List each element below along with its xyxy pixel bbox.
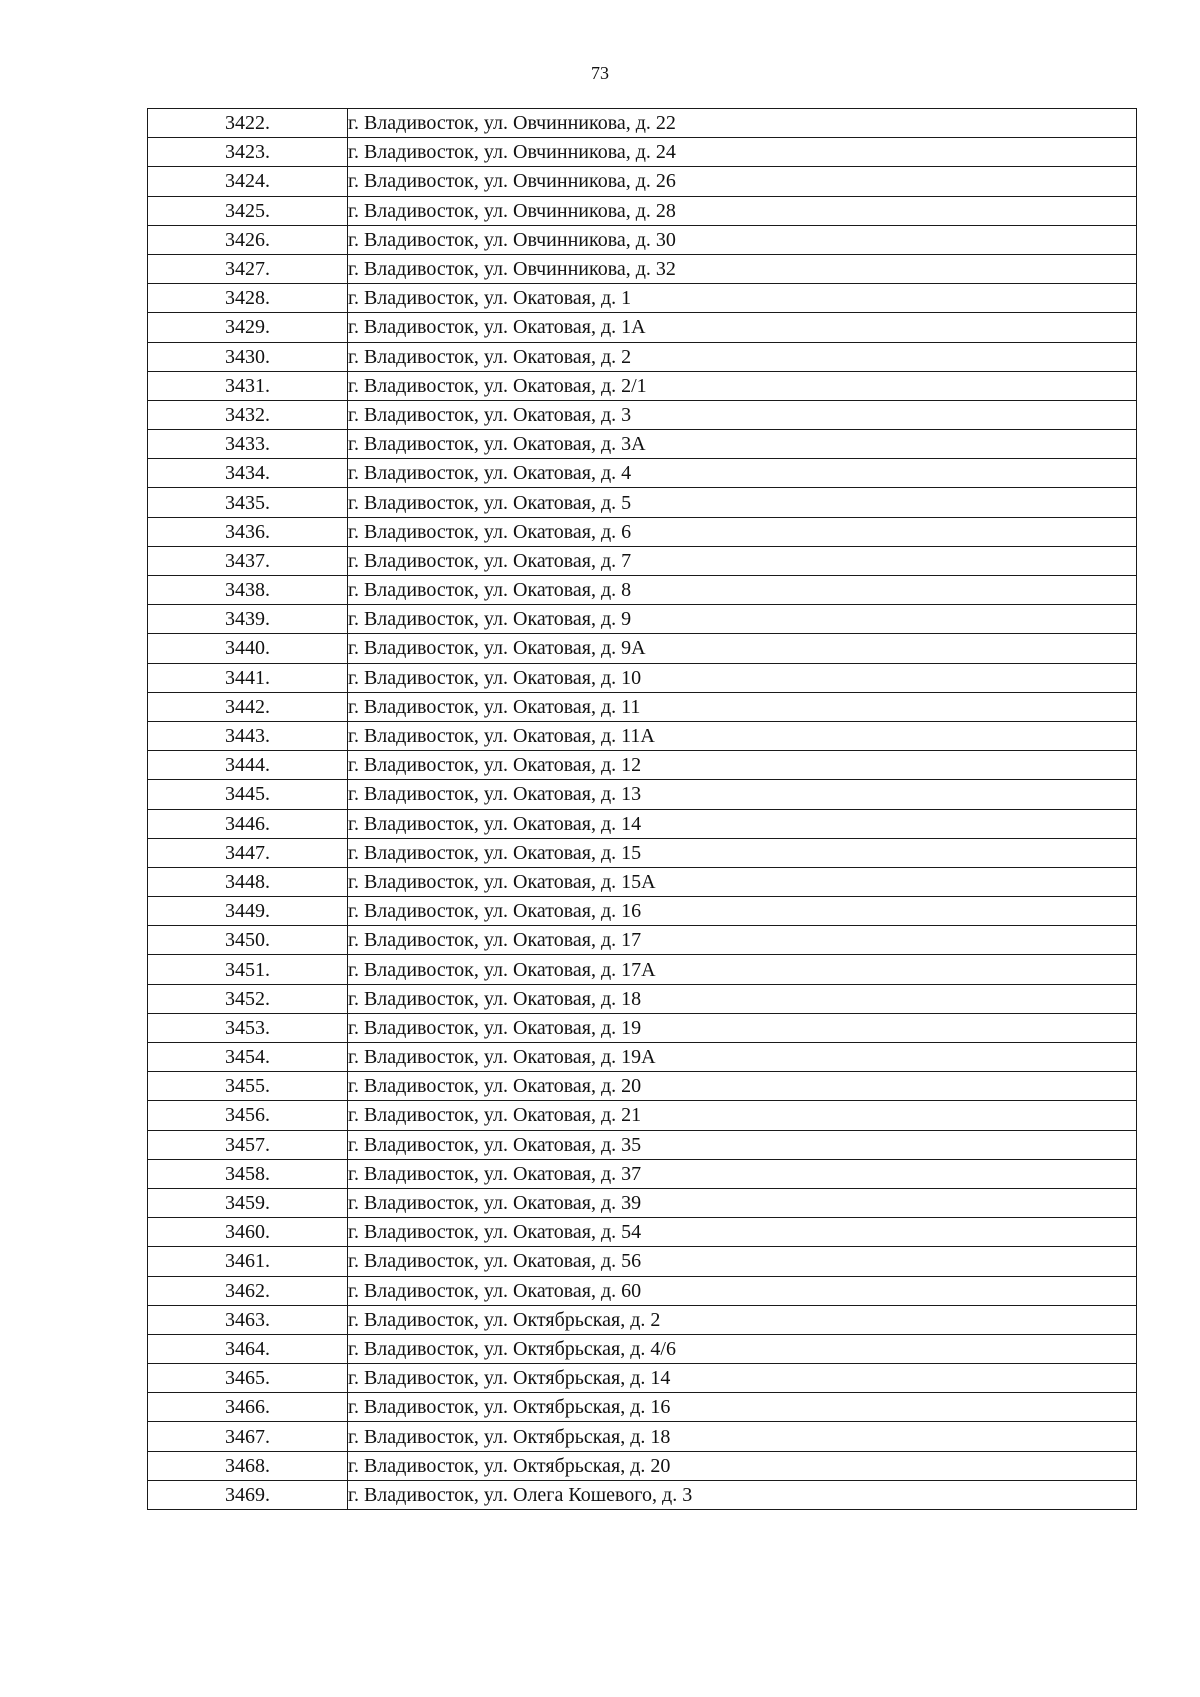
table-row bbox=[148, 605, 1137, 634]
row-number: 3457. bbox=[148, 1130, 348, 1159]
row-number: 3461. bbox=[148, 1247, 348, 1276]
row-number: 3442. bbox=[148, 692, 348, 721]
table-row bbox=[148, 1159, 1137, 1188]
table-row bbox=[148, 1305, 1137, 1334]
table-row bbox=[148, 400, 1137, 429]
row-number: 3431. bbox=[148, 371, 348, 400]
row-address: г. Владивосток, ул. Окатовая, д. 13 bbox=[348, 780, 1137, 809]
row-number: 3454. bbox=[148, 1043, 348, 1072]
table-row bbox=[148, 1247, 1137, 1276]
table-row bbox=[148, 634, 1137, 663]
row-number: 3432. bbox=[148, 400, 348, 429]
row-address: г. Владивосток, ул. Окатовая, д. 10 bbox=[348, 663, 1137, 692]
row-address: г. Владивосток, ул. Окатовая, д. 21 bbox=[348, 1101, 1137, 1130]
table-row bbox=[148, 1480, 1137, 1509]
row-address: г. Владивосток, ул. Окатовая, д. 9 bbox=[348, 605, 1137, 634]
row-address: г. Владивосток, ул. Окатовая, д. 1 bbox=[348, 284, 1137, 313]
table-row bbox=[148, 692, 1137, 721]
table-row bbox=[148, 430, 1137, 459]
table-row bbox=[148, 1130, 1137, 1159]
row-address: г. Владивосток, ул. Окатовая, д. 3 bbox=[348, 400, 1137, 429]
table-row bbox=[148, 1013, 1137, 1042]
row-address: г. Владивосток, ул. Окатовая, д. 5 bbox=[348, 488, 1137, 517]
table-row bbox=[148, 1334, 1137, 1363]
row-address: г. Владивосток, ул. Октябрьская, д. 14 bbox=[348, 1364, 1137, 1393]
address-table bbox=[147, 108, 1137, 1510]
table-row bbox=[148, 488, 1137, 517]
row-address: г. Владивосток, ул. Овчинникова, д. 26 bbox=[348, 167, 1137, 196]
row-address: г. Владивосток, ул. Октябрьская, д. 18 bbox=[348, 1422, 1137, 1451]
table-row bbox=[148, 897, 1137, 926]
row-number: 3462. bbox=[148, 1276, 348, 1305]
row-number: 3465. bbox=[148, 1364, 348, 1393]
table-row bbox=[148, 1422, 1137, 1451]
row-address: г. Владивосток, ул. Окатовая, д. 16 bbox=[348, 897, 1137, 926]
table-row bbox=[148, 1218, 1137, 1247]
table-row bbox=[148, 1101, 1137, 1130]
row-number: 3468. bbox=[148, 1451, 348, 1480]
table-row bbox=[148, 1043, 1137, 1072]
table-row bbox=[148, 138, 1137, 167]
row-address: г. Владивосток, ул. Овчинникова, д. 30 bbox=[348, 225, 1137, 254]
table-row bbox=[148, 780, 1137, 809]
row-number: 3422. bbox=[148, 109, 348, 138]
table-row bbox=[148, 546, 1137, 575]
row-address: г. Владивосток, ул. Окатовая, д. 15А bbox=[348, 867, 1137, 896]
table-row bbox=[148, 984, 1137, 1013]
row-number: 3426. bbox=[148, 225, 348, 254]
table-row bbox=[148, 371, 1137, 400]
table-row bbox=[148, 809, 1137, 838]
table-row bbox=[148, 955, 1137, 984]
table-row bbox=[148, 459, 1137, 488]
row-number: 3447. bbox=[148, 838, 348, 867]
row-address: г. Владивосток, ул. Октябрьская, д. 4/6 bbox=[348, 1334, 1137, 1363]
row-number: 3429. bbox=[148, 313, 348, 342]
row-number: 3467. bbox=[148, 1422, 348, 1451]
row-address: г. Владивосток, ул. Окатовая, д. 12 bbox=[348, 751, 1137, 780]
page-number: 73 bbox=[591, 63, 609, 83]
table-row bbox=[148, 109, 1137, 138]
table-row bbox=[148, 1451, 1137, 1480]
table-row bbox=[148, 1364, 1137, 1393]
table-row bbox=[148, 284, 1137, 313]
row-address: г. Владивосток, ул. Окатовая, д. 18 bbox=[348, 984, 1137, 1013]
row-number: 3450. bbox=[148, 926, 348, 955]
row-address: г. Владивосток, ул. Окатовая, д. 4 bbox=[348, 459, 1137, 488]
table-row bbox=[148, 167, 1137, 196]
row-number: 3430. bbox=[148, 342, 348, 371]
row-number: 3455. bbox=[148, 1072, 348, 1101]
table-row bbox=[148, 342, 1137, 371]
table-row bbox=[148, 225, 1137, 254]
row-number: 3424. bbox=[148, 167, 348, 196]
row-number: 3444. bbox=[148, 751, 348, 780]
row-address: г. Владивосток, ул. Окатовая, д. 54 bbox=[348, 1218, 1137, 1247]
row-address: г. Владивосток, ул. Овчинникова, д. 24 bbox=[348, 138, 1137, 167]
table-row bbox=[148, 313, 1137, 342]
row-number: 3423. bbox=[148, 138, 348, 167]
row-number: 3427. bbox=[148, 254, 348, 283]
row-address: г. Владивосток, ул. Овчинникова, д. 28 bbox=[348, 196, 1137, 225]
row-number: 3453. bbox=[148, 1013, 348, 1042]
row-number: 3438. bbox=[148, 576, 348, 605]
table-row bbox=[148, 663, 1137, 692]
table-row bbox=[148, 721, 1137, 750]
row-address: г. Владивосток, ул. Октябрьская, д. 16 bbox=[348, 1393, 1137, 1422]
address-table-body bbox=[148, 109, 1137, 1510]
row-address: г. Владивосток, ул. Окатовая, д. 14 bbox=[348, 809, 1137, 838]
table-row bbox=[148, 1072, 1137, 1101]
row-address: г. Владивосток, ул. Окатовая, д. 11 bbox=[348, 692, 1137, 721]
row-number: 3428. bbox=[148, 284, 348, 313]
table-row bbox=[148, 1393, 1137, 1422]
row-number: 3435. bbox=[148, 488, 348, 517]
table-row bbox=[148, 751, 1137, 780]
row-number: 3449. bbox=[148, 897, 348, 926]
row-address: г. Владивосток, ул. Окатовая, д. 8 bbox=[348, 576, 1137, 605]
row-number: 3451. bbox=[148, 955, 348, 984]
row-address: г. Владивосток, ул. Окатовая, д. 6 bbox=[348, 517, 1137, 546]
row-number: 3439. bbox=[148, 605, 348, 634]
row-number: 3436. bbox=[148, 517, 348, 546]
row-address: г. Владивосток, ул. Октябрьская, д. 2 bbox=[348, 1305, 1137, 1334]
table-row bbox=[148, 926, 1137, 955]
row-number: 3437. bbox=[148, 546, 348, 575]
row-number: 3459. bbox=[148, 1188, 348, 1217]
row-address: г. Владивосток, ул. Окатовая, д. 37 bbox=[348, 1159, 1137, 1188]
row-number: 3441. bbox=[148, 663, 348, 692]
row-number: 3466. bbox=[148, 1393, 348, 1422]
row-number: 3445. bbox=[148, 780, 348, 809]
row-number: 3434. bbox=[148, 459, 348, 488]
row-number: 3446. bbox=[148, 809, 348, 838]
row-number: 3464. bbox=[148, 1334, 348, 1363]
table-row bbox=[148, 1276, 1137, 1305]
row-address: г. Владивосток, ул. Окатовая, д. 1А bbox=[348, 313, 1137, 342]
row-address: г. Владивосток, ул. Окатовая, д. 17А bbox=[348, 955, 1137, 984]
row-address: г. Владивосток, ул. Окатовая, д. 2 bbox=[348, 342, 1137, 371]
row-address: г. Владивосток, ул. Окатовая, д. 19А bbox=[348, 1043, 1137, 1072]
row-address: г. Владивосток, ул. Окатовая, д. 60 bbox=[348, 1276, 1137, 1305]
row-number: 3458. bbox=[148, 1159, 348, 1188]
row-address: г. Владивосток, ул. Олега Кошевого, д. 3 bbox=[348, 1480, 1137, 1509]
row-address: г. Владивосток, ул. Окатовая, д. 20 bbox=[348, 1072, 1137, 1101]
row-address: г. Владивосток, ул. Окатовая, д. 39 bbox=[348, 1188, 1137, 1217]
row-address: г. Владивосток, ул. Окатовая, д. 19 bbox=[348, 1013, 1137, 1042]
table-row bbox=[148, 254, 1137, 283]
row-address: г. Владивосток, ул. Окатовая, д. 15 bbox=[348, 838, 1137, 867]
row-number: 3433. bbox=[148, 430, 348, 459]
table-row bbox=[148, 838, 1137, 867]
table-row bbox=[148, 196, 1137, 225]
row-number: 3463. bbox=[148, 1305, 348, 1334]
table-row bbox=[148, 1188, 1137, 1217]
row-address: г. Владивосток, ул. Окатовая, д. 17 bbox=[348, 926, 1137, 955]
row-address: г. Владивосток, ул. Окатовая, д. 3А bbox=[348, 430, 1137, 459]
row-address: г. Владивосток, ул. Окатовая, д. 35 bbox=[348, 1130, 1137, 1159]
row-address: г. Владивосток, ул. Октябрьская, д. 20 bbox=[348, 1451, 1137, 1480]
row-address: г. Владивосток, ул. Окатовая, д. 2/1 bbox=[348, 371, 1137, 400]
row-number: 3456. bbox=[148, 1101, 348, 1130]
row-number: 3448. bbox=[148, 867, 348, 896]
row-address: г. Владивосток, ул. Окатовая, д. 11А bbox=[348, 721, 1137, 750]
row-address: г. Владивосток, ул. Овчинникова, д. 22 bbox=[348, 109, 1137, 138]
table-row bbox=[148, 867, 1137, 896]
row-number: 3460. bbox=[148, 1218, 348, 1247]
row-number: 3425. bbox=[148, 196, 348, 225]
row-address: г. Владивосток, ул. Окатовая, д. 56 bbox=[348, 1247, 1137, 1276]
row-address: г. Владивосток, ул. Окатовая, д. 9А bbox=[348, 634, 1137, 663]
row-number: 3443. bbox=[148, 721, 348, 750]
row-address: г. Владивосток, ул. Овчинникова, д. 32 bbox=[348, 254, 1137, 283]
table-row bbox=[148, 517, 1137, 546]
row-number: 3440. bbox=[148, 634, 348, 663]
table-row bbox=[148, 576, 1137, 605]
row-address: г. Владивосток, ул. Окатовая, д. 7 bbox=[348, 546, 1137, 575]
row-number: 3452. bbox=[148, 984, 348, 1013]
row-number: 3469. bbox=[148, 1480, 348, 1509]
